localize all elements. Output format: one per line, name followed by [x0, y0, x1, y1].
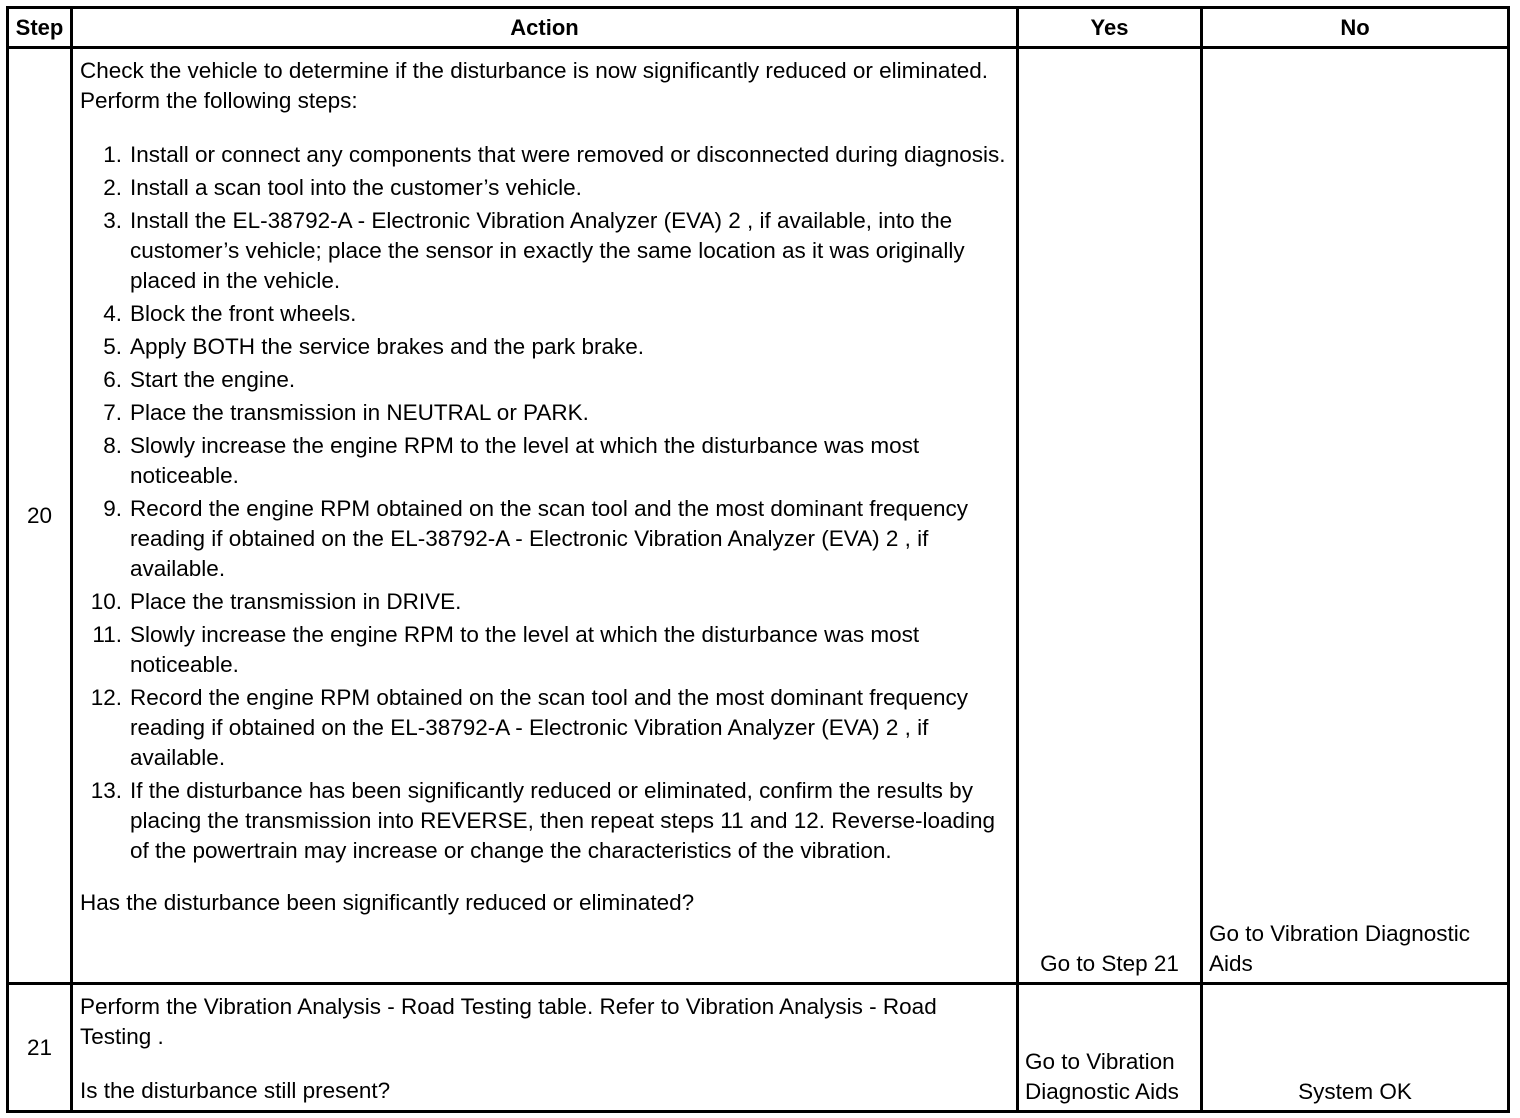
- header-yes: Yes: [1018, 8, 1202, 48]
- step-item-text: Record the engine RPM obtained on the scan tool and the most dominant frequency reading if obtained on the EL-38792-A - Electronic Vibration Analyzer (EVA) 2 , if available.: [130, 685, 969, 770]
- no-result: Go to Vibration Diagnostic Aids: [1202, 48, 1509, 984]
- yes-result: Go to Vibration Diagnostic Aids: [1018, 984, 1202, 1112]
- step-item-text: Install a scan tool into the customer’s vehicle.: [130, 175, 582, 200]
- action-intro: Perform the Vibration Analysis - Road Testing table. Refer to Vibration Analysis - Road Testing .: [80, 994, 937, 1049]
- list-item: [80, 299, 1010, 329]
- action-cell: [72, 48, 1018, 984]
- step-item-number: 10.: [90, 589, 122, 614]
- step-item-number: 3.: [103, 208, 122, 233]
- table-row-step-21: [8, 984, 1509, 1112]
- step-item-number: 11.: [92, 622, 122, 647]
- step-item-text: Place the transmission in DRIVE.: [130, 589, 462, 614]
- step-item-number: 6.: [103, 367, 122, 392]
- list-item: [80, 365, 1010, 395]
- list-item: [80, 140, 1010, 170]
- action-cell: [72, 984, 1018, 1112]
- list-item: [80, 332, 1010, 362]
- step-item-number: 2.: [103, 175, 122, 200]
- action-question: Is the disturbance still present?: [80, 1078, 391, 1103]
- procedure-steps: [80, 140, 1010, 866]
- step-item-text: Slowly increase the engine RPM to the level at which the disturbance was most noticeable.: [130, 622, 920, 677]
- step-item-number: 5.: [103, 334, 122, 359]
- list-item: [80, 431, 1010, 491]
- step-item-text: Install the EL-38792-A - Electronic Vibration Analyzer (EVA) 2 , if available, into the customer’s vehicle; place the sensor in exactly the same location as it was originally placed in the vehicle.: [130, 208, 965, 293]
- step-item-text: Record the engine RPM obtained on the scan tool and the most dominant frequency reading if obtained on the EL-38792-A - Electronic Vibration Analyzer (EVA) 2 , if available.: [130, 496, 969, 581]
- step-item-number: 4.: [103, 301, 122, 326]
- step-item-text: Apply BOTH the service brakes and the park brake.: [130, 334, 644, 359]
- step-item-text: If the disturbance has been significantly reduced or eliminated, confirm the results by placing the transmission into REVERSE, then repeat steps 11 and 12. Reverse-loading of the powertrain may increase or change the characteristics of the vibration.: [130, 778, 996, 863]
- list-item: [80, 683, 1010, 773]
- list-item: [80, 776, 1010, 866]
- step-item-number: 1.: [103, 142, 122, 167]
- step-item-number: 12.: [90, 685, 122, 710]
- table-row-step-20: [8, 48, 1509, 984]
- step-item-text: Slowly increase the engine RPM to the level at which the disturbance was most noticeable.: [130, 433, 920, 488]
- step-item-number: 13.: [90, 778, 122, 803]
- no-result: System OK: [1202, 984, 1509, 1112]
- step-item-text: Place the transmission in NEUTRAL or PARK.: [130, 400, 589, 425]
- step-item-text: Block the front wheels.: [130, 301, 357, 326]
- step-item-number: 7.: [103, 400, 122, 425]
- action-question: Has the disturbance been significantly reduced or eliminated?: [80, 890, 695, 915]
- diagnostic-table: [6, 6, 1510, 1113]
- header-action: Action: [72, 8, 1018, 48]
- list-item: [80, 620, 1010, 680]
- step-item-text: Install or connect any components that were removed or disconnected during diagnosis.: [130, 142, 1006, 167]
- step-item-text: Start the engine.: [130, 367, 296, 392]
- header-row: [8, 8, 1509, 48]
- step-item-number: 8.: [103, 433, 122, 458]
- list-item: [80, 173, 1010, 203]
- list-item: [80, 206, 1010, 296]
- step-item-number: 9.: [103, 496, 122, 521]
- list-item: [80, 398, 1010, 428]
- yes-result: Go to Step 21: [1018, 48, 1202, 984]
- header-step: Step: [8, 8, 72, 48]
- header-no: No: [1202, 8, 1509, 48]
- step-number: 20: [8, 48, 72, 984]
- list-item: [80, 587, 1010, 617]
- list-item: [80, 494, 1010, 584]
- step-number: 21: [8, 984, 72, 1112]
- action-intro: Check the vehicle to determine if the disturbance is now significantly reduced or eliminated. Perform the following steps:: [80, 58, 988, 113]
